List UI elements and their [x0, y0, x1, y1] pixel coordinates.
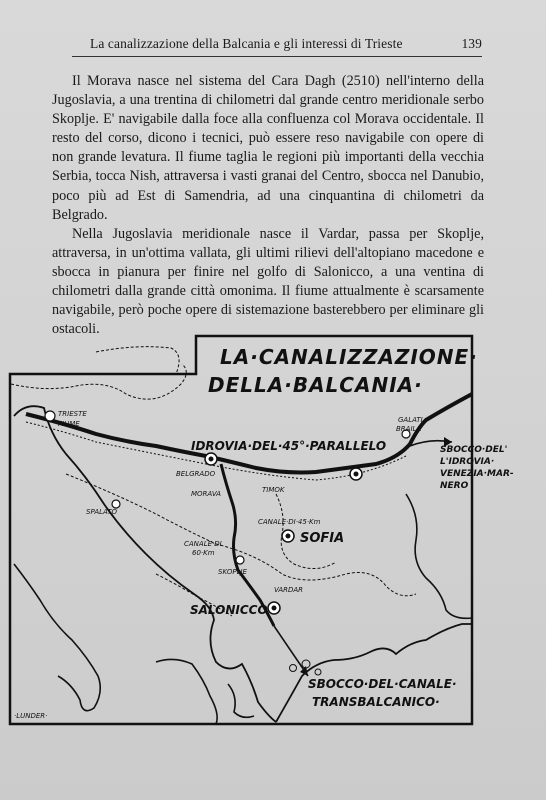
greece-coast [156, 659, 254, 724]
label-sbocco-idrovia-1: SBOCCO·DEL' [440, 445, 508, 455]
transbalkan-canal-arrow [274, 626, 308, 676]
coastline [14, 406, 472, 722]
label-sbocco-idrovia-4: NERO [440, 481, 469, 491]
border-line [11, 364, 186, 399]
label-sbocco-idrovia-2: L'IDROVIA· [440, 457, 495, 467]
running-title: La canalizzazione della Balcania e gli interessi di Trieste [90, 36, 403, 51]
city-skoplje [236, 556, 244, 564]
map-figure [6, 324, 514, 734]
label-belgrado: BELGRADO [176, 470, 216, 478]
page-number: 139 [461, 36, 482, 51]
label-idrovia: IDROVIA·DEL·45°·PARALLELO [191, 439, 387, 453]
label-sbocco-canale-1: SBOCCO·DEL·CANALE· [308, 677, 457, 691]
header-rule [72, 56, 482, 57]
label-morava: MORAVA [191, 490, 221, 498]
label-spalato: SPALATO [86, 508, 118, 516]
map-title-line1: LA·CANALIZZAZIONE· [220, 345, 478, 369]
artist-signature: ·LUNDER· [14, 712, 48, 720]
city-sofia-dot [286, 534, 291, 539]
body-text [52, 72, 484, 339]
border-line [66, 474, 416, 596]
label-canale-45: CANALE·DI·45·Km [258, 518, 321, 526]
city-bucharest-dot [354, 472, 359, 477]
city-belgrade-dot [209, 457, 214, 462]
label-sbocco-idrovia-3: VENEZIA·MAR- [440, 469, 514, 479]
label-sofia: SOFIA [300, 531, 345, 546]
label-braila: BRAILA [396, 425, 422, 433]
island [290, 665, 297, 672]
paragraph: Il Morava nasce nel sistema del Cara Dagh (2510) nell'interno della Jugoslavia, a una trentina di chilometri dal grande centro meridionale serbo Skoplje. E' navigabile dalla foce alla confluenza col Morava occidentale. Il resto del corso, dicono i tecnici, può essere reso navigabile con opere di non grande levatura. Il fiume taglia le regioni più importanti della vecchia Serbia, tocca Nish, attraversa i vasti granai del Centro, sbocca nel Danubio, poco più ad Est di Samendria, ad una cinquantina di chilometri da Belgrado. [52, 73, 484, 223]
label-canale-60-2: 60·Km [192, 549, 215, 557]
balkan-canal-map [6, 324, 514, 734]
label-fiume: FIUME [58, 420, 80, 428]
label-skoplje: SKOPLJE [218, 568, 247, 576]
label-timok: TIMOK [262, 486, 285, 494]
city-trieste [45, 411, 55, 421]
label-canale-60-1: CANALE·DI [184, 540, 222, 548]
label-galati: GALATI [398, 416, 423, 424]
label-trieste: TRIESTE [58, 410, 87, 418]
label-vardar: VARDAR [274, 586, 304, 594]
black-sea-coast [406, 494, 472, 618]
italy-coast [14, 564, 100, 711]
border-line [96, 347, 179, 374]
city-spalato [112, 500, 120, 508]
map-title-line2: DELLA·BALCANIA· [208, 373, 423, 397]
paragraph: Nella Jugoslavia meridionale nasce il Vardar, passa per Skoplje, attraversa, in un'ottima vallata, gli ultimi rilievi dell'altopiano macedone e sbocca in pianura per finire nel golfo di Salonicco, a una ventina di chilometri dalla grande città omonima. Il fiume attualmente è scarsamente navigabile, però poche opere di sistemazione basterebbero per eliminare gli ostacoli. [52, 225, 484, 338]
label-salonicco: SALONICCO [190, 603, 268, 617]
island [315, 669, 321, 675]
city-salonicco-dot [272, 606, 277, 611]
label-sbocco-canale-2: TRANSBALCANICO· [312, 695, 440, 709]
